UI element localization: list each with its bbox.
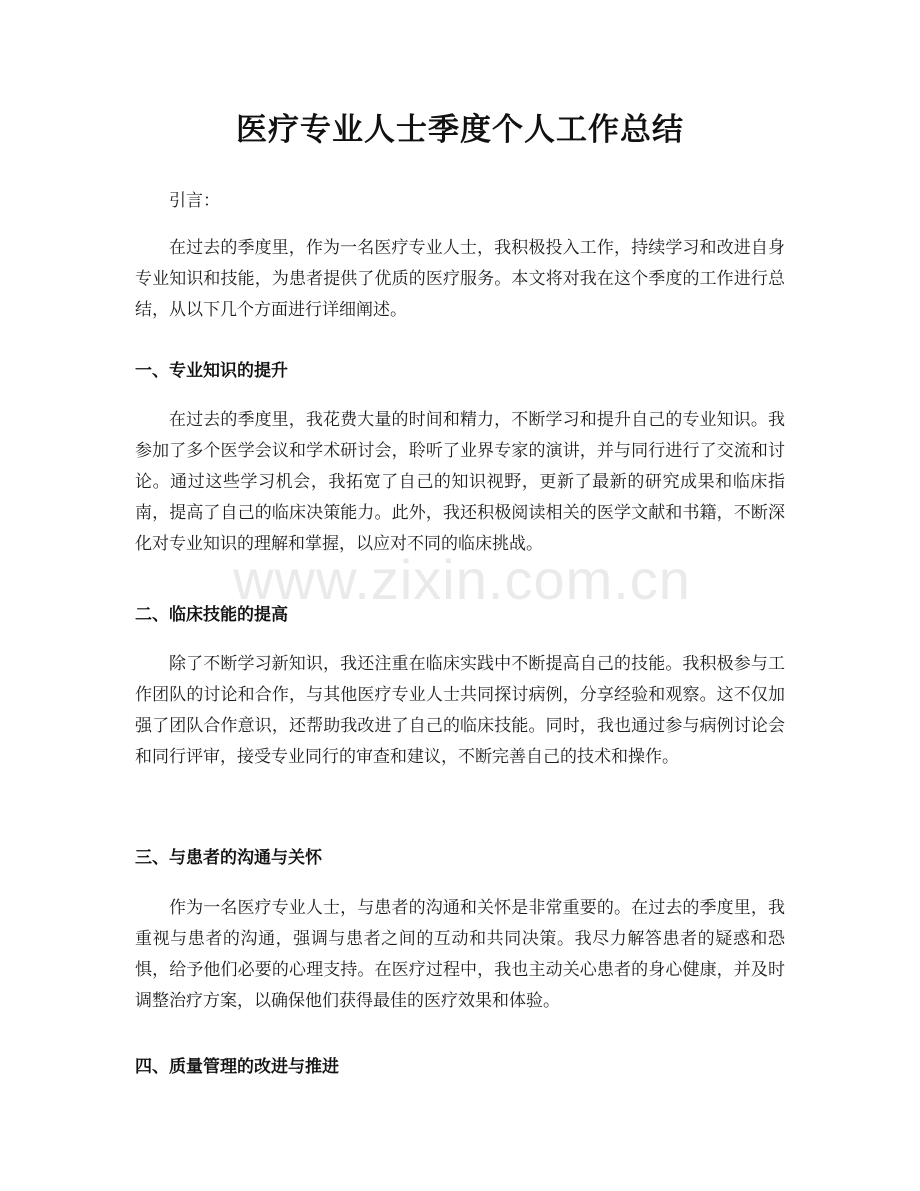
- section-paragraph-knowledge: 在过去的季度里，我花费大量的时间和精力，不断学习和提升自己的专业知识。我参加了多个医学会议和学术研讨会，聆听了业界专家的演讲，并与同行进行了交流和讨论。通过这些学习机会，我拓宽了自己的知识视野，更新了最新的研究成果和临床指南，提高了自己的临床决策能力。此外，我还积极阅读相关的医学文献和书籍，不断深化对专业知识的理解和掌握，以应对不同的临床挑战。: [135, 410, 785, 554]
- section-heading-patient-care: 三、与患者的沟通与关怀: [135, 848, 322, 868]
- section-paragraph-clinical-skills: 除了不断学习新知识，我还注重在临床实践中不断提高自己的技能。我积极参与工作团队的讨论和合作，与其他医疗专业人士共同探讨病例，分享经验和观察。这不仅加强了团队合作意识，还帮助我改进了自己的临床技能。同时，我也通过参与病例讨论会和同行评审，接受专业同行的审查和建议，不断完善自己的技术和操作。: [135, 654, 785, 767]
- watermark: www.zixin.com.cn: [233, 548, 691, 611]
- document-title: 医疗专业人士季度个人工作总结: [236, 112, 684, 148]
- section-heading-clinical-skills: 二、临床技能的提高: [135, 605, 288, 625]
- intro-paragraph: 在过去的季度里，作为一名医疗专业人士，我积极投入工作，持续学习和改进自身专业知识和技能，为患者提供了优质的医疗服务。本文将对我在这个季度的工作进行总结，从以下几个方面进行详细阐述。: [135, 238, 785, 320]
- section-paragraph-patient-care: 作为一名医疗专业人士，与患者的沟通和关怀是非常重要的。在过去的季度里，我重视与患者的沟通，强调与患者之间的互动和共同决策。我尽力解答患者的疑惑和恐惧，给予他们必要的心理支持。在医疗过程中，我也主动关心患者的身心健康，并及时调整治疗方案，以确保他们获得最佳的医疗效果和体验。: [135, 898, 785, 1011]
- section-heading-knowledge: 一、专业知识的提升: [135, 361, 288, 381]
- section-heading-quality-management: 四、质量管理的改进与推进: [135, 1057, 339, 1077]
- intro-label: 引言：: [169, 191, 220, 211]
